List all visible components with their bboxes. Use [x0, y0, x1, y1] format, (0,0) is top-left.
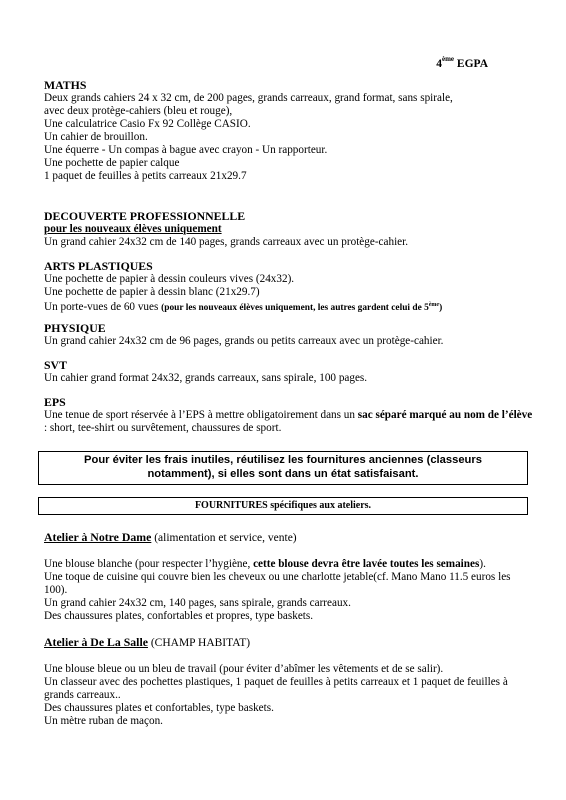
item-text: Une tenue de sport réservée à l’EPS à mettre obligatoirement dans un	[44, 409, 358, 422]
list-item	[44, 558, 534, 571]
note-end: )	[439, 303, 443, 314]
atelier-name: Atelier à Notre Dame	[44, 530, 152, 545]
list-item: Un cahier grand format 24x32, grands carreaux, sans spirale, 100 pages.	[44, 372, 368, 385]
notice-line: Pour éviter les frais inutiles, réutilisez les fournitures anciennes (classeurs	[84, 454, 482, 467]
section-eps	[44, 396, 534, 435]
atelier-title	[44, 636, 534, 650]
section-title: EPS	[44, 395, 66, 410]
atelier-title	[44, 531, 534, 545]
section-atelier-de-la-salle	[44, 636, 534, 728]
list-item: Une pochette de papier à dessin couleurs vives (24x32).	[44, 273, 295, 285]
atelier-name: Atelier à De La Salle	[44, 635, 148, 650]
list-item: Une équerre - Un compas à bague avec crayon - Un rapporteur.	[44, 144, 328, 156]
item-emphasis: sac séparé marqué au nom de l’élève	[357, 409, 533, 422]
item-text: Un porte-vues de 60 vues	[44, 301, 162, 314]
list-item: Une toque de cuisine qui couvre bien les cheveux ou une charlotte jetable(cf. Mano Mano 11.5 euros les 100).	[44, 571, 511, 597]
level-superscript: ème	[441, 55, 455, 63]
item-emphasis: cette blouse devra être lavée toutes les semaines	[253, 558, 480, 571]
list-item	[44, 299, 534, 315]
section-title: DECOUVERTE PROFESSIONNELLE	[44, 209, 246, 223]
section-title: PHYSIQUE	[44, 321, 106, 336]
section-subtitle: pour les nouveaux élèves uniquement	[44, 223, 222, 235]
list-item: Des chaussures plates et confortables, type baskets.	[44, 702, 274, 715]
item-text-end: : short, tee-shirt ou survêtement, chaussures de sport.	[44, 422, 282, 435]
section-arts	[44, 260, 534, 315]
section-physique	[44, 322, 534, 348]
notice-box	[38, 451, 528, 485]
level-text: EGPA	[456, 57, 488, 70]
note-superscript: ème	[428, 302, 440, 308]
list-item: 1 paquet de feuilles à petits carreaux 21x29.7	[44, 170, 247, 182]
item-text: Une blouse blanche (pour respecter l’hygiène,	[44, 558, 254, 571]
atelier-subtitle: (alimentation et service, vente)	[151, 532, 297, 545]
list-item	[44, 409, 534, 435]
section-maths	[44, 79, 534, 183]
list-item: Deux grands cahiers 24 x 32 cm, de 200 pages, grands carreaux, grand format, sans spirale,	[44, 92, 453, 104]
fournitures-box: FOURNITURES spécifiques aux ateliers.	[38, 497, 528, 515]
list-item: Un grand cahier 24x32 cm, 140 pages, sans spirale, grands carreaux.	[44, 597, 351, 610]
list-item: Un classeur avec des pochettes plastiques, 1 paquet de feuilles à petits carreaux et 1 paquet de feuilles à grands carreaux..	[44, 676, 508, 702]
list-item: Une pochette de papier calque	[44, 157, 180, 169]
list-item: Une blouse bleue ou un bleu de travail (pour éviter d’abîmer les vêtements et de se salir).	[44, 663, 444, 676]
list-item: Une calculatrice Casio Fx 92 Collège CASIO.	[44, 118, 251, 130]
list-item: Des chaussures plates, confortables et propres, type baskets.	[44, 610, 314, 623]
list-item: avec deux protège-cahiers (bleu et rouge),	[44, 105, 233, 117]
supply-list	[44, 79, 534, 728]
item-note	[161, 303, 442, 313]
section-title: MATHS	[44, 78, 87, 92]
section-decouverte	[44, 210, 534, 249]
level-number: 4	[436, 57, 442, 70]
item-text-end: ).	[479, 558, 486, 571]
class-level	[436, 54, 488, 71]
note-text: (pour les nouveaux élèves uniquement, les autres gardent celui de 5	[161, 303, 429, 314]
list-item: Une pochette de papier à dessin blanc (21x29.7)	[44, 286, 260, 298]
section-atelier-notre-dame	[44, 531, 534, 623]
section-title: ARTS PLASTIQUES	[44, 259, 153, 273]
section-svt	[44, 359, 534, 385]
section-title: SVT	[44, 358, 67, 373]
list-item: Un mètre ruban de maçon.	[44, 715, 163, 728]
list-item: Un grand cahier 24x32 cm de 96 pages, grands ou petits carreaux avec un protège-cahier.	[44, 335, 444, 348]
atelier-subtitle: (CHAMP HABITAT)	[147, 637, 251, 650]
list-item: Un cahier de brouillon.	[44, 131, 148, 143]
list-item: Un grand cahier 24x32 cm de 140 pages, grands carreaux avec un protège-cahier.	[44, 236, 409, 248]
notice-line: notamment), si elles sont dans un état satisfaisant.	[147, 467, 419, 480]
